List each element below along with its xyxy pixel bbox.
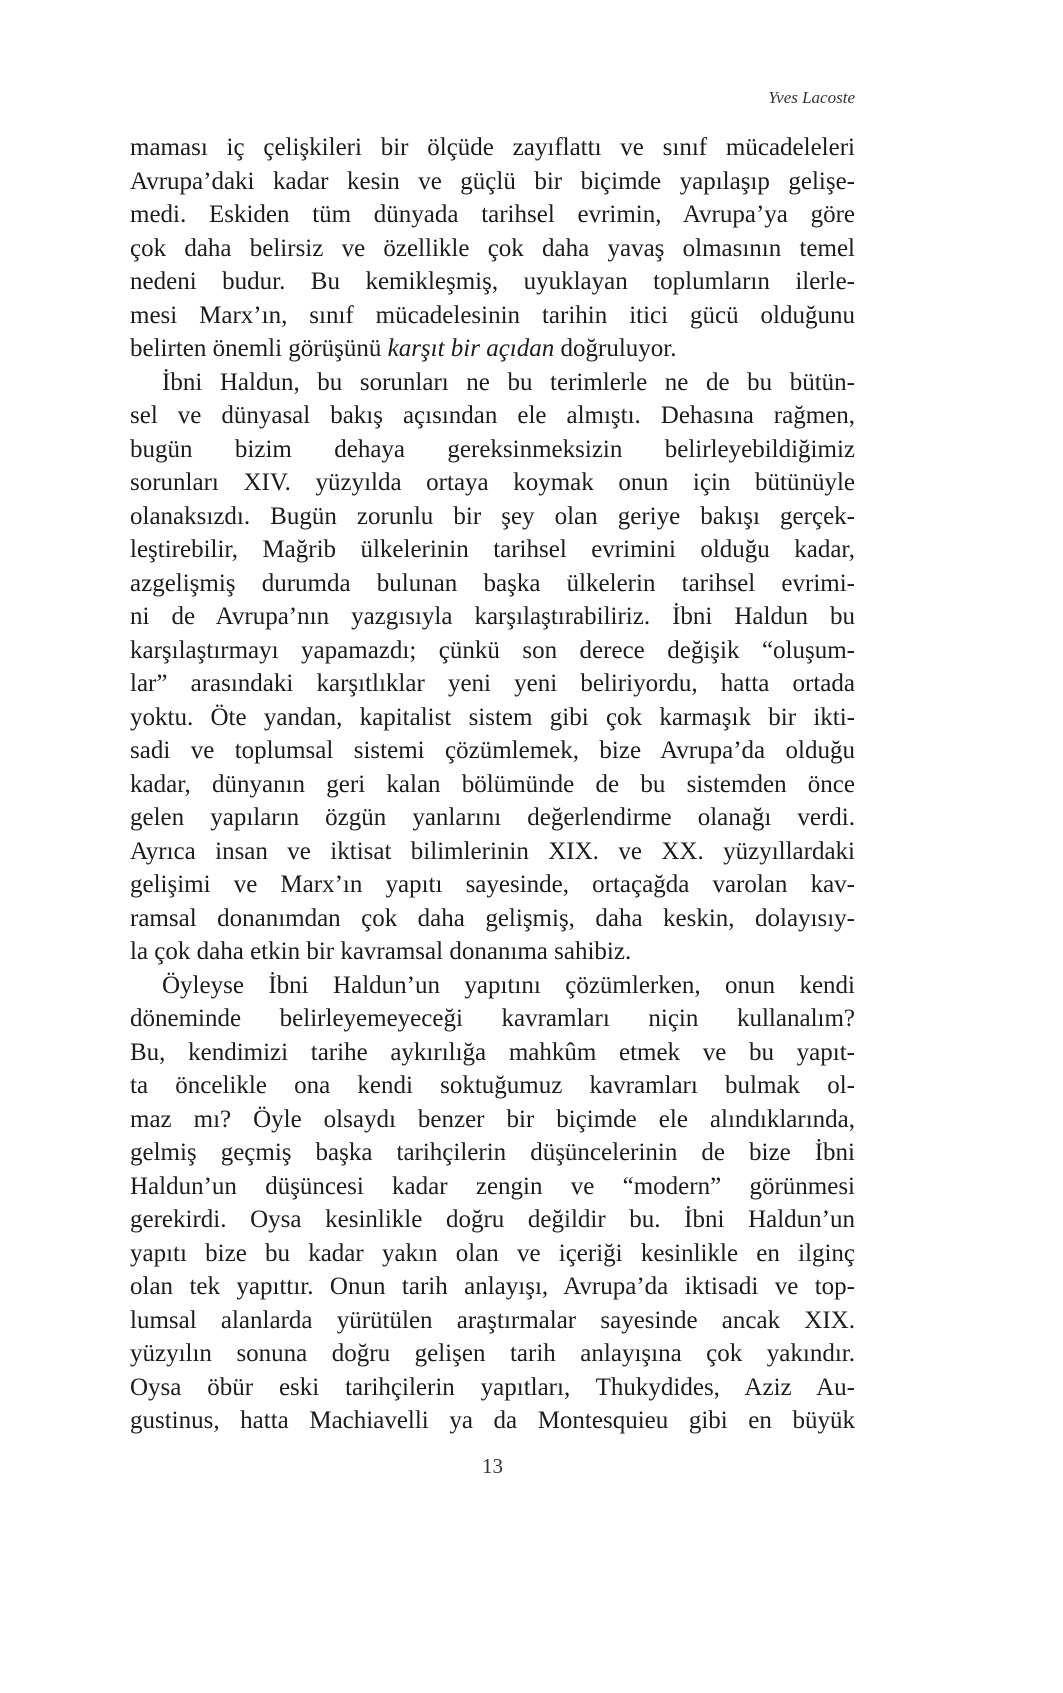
paragraph-first-line: Öyleyse İbni Haldun’un yapıtını çözümlerken, onun kendi bbox=[162, 971, 855, 999]
text-line: lar” arasındaki karşıtlıklar yeni yeni beliriyordu, hatta ortada bbox=[130, 670, 855, 697]
text-line: sorunları XIV. yüzyılda ortaya koymak onun için bütünüyle bbox=[130, 469, 855, 496]
text-line: olanaksızdı. Bugün zorunlu bir şey olan geriye bakışı gerçek- bbox=[130, 502, 855, 530]
text-segment: doğruluyor. bbox=[554, 335, 677, 362]
text-line: yapıtı bize bu kadar yakın olan ve içeriği kesinlikle en ilginç bbox=[130, 1239, 855, 1267]
text-line: olan tek yapıttır. Onun tarih anlayışı, Avrupa’da iktisadi ve top- bbox=[130, 1273, 855, 1300]
text-line bbox=[130, 332, 855, 366]
text-line: azgelişmiş durumda bulunan başka ülkelerin tarihsel evrimi- bbox=[130, 569, 855, 597]
running-head-author: Yves Lacoste bbox=[768, 88, 855, 107]
text-segment: belirten önemli görüşünü bbox=[130, 335, 388, 362]
text-line: karşılaştırmayı yapamazdı; çünkü son derece değişik “oluşum- bbox=[130, 636, 855, 664]
text-line: lumsal alanlarda yürütülen araştırmalar sayesinde ancak XIX. bbox=[130, 1306, 855, 1334]
text-line: ni de Avrupa’nın yazgısıyla karşılaştırabiliriz. İbni Haldun bu bbox=[130, 603, 855, 630]
text-line: Haldun’un düşüncesi kadar zengin ve “modern” görünmesi bbox=[130, 1172, 855, 1200]
text-line: Ayrıca insan ve iktisat bilimlerinin XIX. ve XX. yüzyıllardaki bbox=[130, 837, 855, 865]
text-line: leştirebilir, Mağrib ülkelerinin tarihsel evrimini olduğu kadar, bbox=[130, 536, 855, 563]
text-line: ta öncelikle ona kendi soktuğumuz kavramları bulmak ol- bbox=[130, 1072, 855, 1099]
text-line: gelen yapıların özgün yanlarını değerlendirme olanağı verdi. bbox=[130, 804, 855, 831]
text-line: Oysa öbür eski tarihçilerin yapıtları, Thukydides, Aziz Au- bbox=[130, 1373, 855, 1401]
text-line: Bu, kendimizi tarihe aykırılığa mahkûm etmek ve bu yapıt- bbox=[130, 1038, 855, 1066]
text-line: sadi ve toplumsal sistemi çözümlemek, bize Avrupa’da olduğu bbox=[130, 737, 855, 764]
text-line: ramsal donanımdan çok daha gelişmiş, daha keskin, dolayısıy- bbox=[130, 904, 855, 932]
text-line: nedeni budur. Bu kemikleşmiş, uyuklayan toplumların ilerle- bbox=[130, 268, 855, 295]
body-text bbox=[130, 131, 855, 1438]
text-line: bugün bizim dehaya gereksinmeksizin belirleyebildiğimiz bbox=[130, 435, 855, 463]
italic-emphasis: karşıt bir açıdan bbox=[387, 335, 555, 362]
text-line: gerekirdi. Oysa kesinlikle doğru değildir bu. İbni Haldun’un bbox=[130, 1206, 855, 1233]
text-line: maması iç çelişkileri bir ölçüde zayıflattı ve sınıf mücadeleleri bbox=[130, 134, 855, 161]
text-line: gustinus, hatta Machiavelli ya da Montesquieu gibi en büyük bbox=[130, 1407, 855, 1434]
text-line: mesi Marx’ın, sınıf mücadelesinin tarihin itici gücü olduğunu bbox=[130, 301, 855, 329]
paragraph-first-line: İbni Haldun, bu sorunları ne bu terimlerle ne de bu bütün- bbox=[162, 368, 855, 396]
text-line: la çok daha etkin bir kavramsal donanıma sahibiz. bbox=[130, 938, 632, 965]
text-line: çok daha belirsiz ve özellikle çok daha yavaş olmasının temel bbox=[130, 234, 855, 262]
text-line: kadar, dünyanın geri kalan bölümünde de bu sistemden önce bbox=[130, 770, 855, 798]
text-line: Avrupa’daki kadar kesin ve güçlü bir biçimde yapılaşıp gelişe- bbox=[130, 167, 855, 195]
text-line: maz mı? Öyle olsaydı benzer bir biçimde ele alındıklarında, bbox=[130, 1105, 855, 1133]
text-line: gelişimi ve Marx’ın yapıtı sayesinde, ortaçağda varolan kav- bbox=[130, 871, 855, 898]
text-line: gelmiş geçmiş başka tarihçilerin düşüncelerinin de bize İbni bbox=[130, 1139, 855, 1166]
text-line: yüzyılın sonuna doğru gelişen tarih anlayışına çok yakındır. bbox=[130, 1340, 855, 1367]
text-line: sel ve dünyasal bakış açısından ele almıştı. Dehasına rağmen, bbox=[130, 402, 855, 429]
text-line: yoktu. Öte yandan, kapitalist sistem gibi çok karmaşık bir ikti- bbox=[130, 703, 855, 731]
text-line: döneminde belirleyemeyeceği kavramları niçin kullanalım? bbox=[130, 1005, 855, 1032]
page-number: 13 bbox=[482, 1454, 503, 1478]
text-line: medi. Eskiden tüm dünyada tarihsel evrimin, Avrupa’ya göre bbox=[130, 201, 855, 228]
